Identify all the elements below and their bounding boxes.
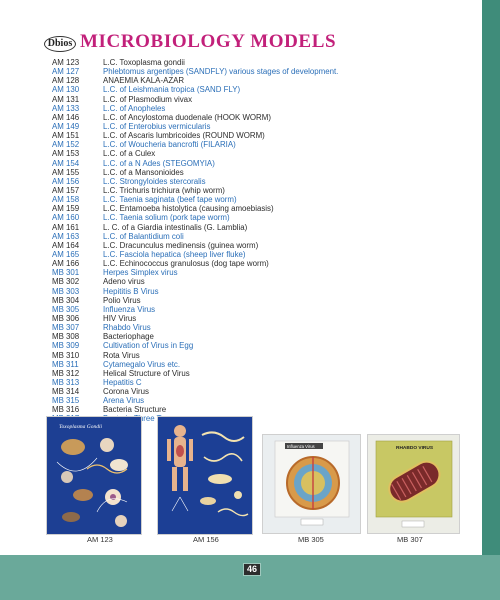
list-item [52, 213, 472, 222]
list-item [52, 259, 472, 268]
item-code: MB 305 [52, 304, 80, 314]
photo-am123-label: Toxoplasma Gondii [59, 424, 103, 430]
item-description: L.C. of Anopheles [103, 103, 166, 113]
photo-mb307-label: RHABDO VIRUS [396, 446, 434, 451]
photo-mb307 [367, 434, 460, 534]
item-code: MB 315 [52, 396, 80, 406]
item-description: Bacteria Structure [103, 405, 167, 415]
photo-mb305 [262, 434, 361, 534]
item-code: MB 309 [52, 341, 80, 351]
item-code: AM 127 [52, 67, 80, 77]
item-code: AM 133 [52, 103, 80, 113]
list-item [52, 204, 472, 213]
page-title: MICROBIOLOGY MODELS [80, 31, 337, 52]
item-description: Corona Virus [103, 387, 149, 397]
item-description: Cytamegalo Virus etc. [103, 359, 181, 369]
list-item [52, 149, 472, 158]
item-code: AM 161 [52, 222, 80, 232]
item-description: L.C. Fasciola hepatica (sheep liver fluke) [103, 249, 246, 259]
list-item [52, 250, 472, 259]
item-code: MB 316 [52, 405, 80, 415]
item-description: L.C. Strongyloides stercoralis [103, 176, 206, 186]
item-description: ANAEMIA KALA-AZAR [103, 76, 185, 86]
list-item [52, 177, 472, 186]
item-code: MB 306 [52, 313, 80, 323]
list-item [52, 104, 472, 113]
photo-am123-caption: AM 123 [87, 535, 113, 544]
list-item [52, 113, 472, 122]
list-item [52, 369, 472, 378]
item-code: AM 157 [52, 185, 80, 195]
list-item [52, 186, 472, 195]
influenza-virus-model-image [263, 435, 360, 533]
item-description: L.C. Echinococcus granulosus (dog tape worm) [103, 259, 269, 269]
list-item [52, 287, 472, 296]
item-code: MB 314 [52, 387, 80, 397]
list-item [52, 323, 472, 332]
item-description: Adeno virus [103, 277, 145, 287]
item-code: AM 151 [52, 131, 80, 141]
item-description: Phlebtomus argentipes (SANDFLY) various stages of development. [103, 67, 339, 77]
item-code: AM 130 [52, 85, 80, 95]
list-item [52, 277, 472, 286]
item-description: L.C. Toxoplasma gondii [103, 58, 185, 67]
item-code: MB 313 [52, 377, 80, 387]
list-item [52, 195, 472, 204]
item-description: L. C. of a Giardia intestinalis (G. Lamblia) [103, 222, 248, 232]
item-description: HIV Virus [103, 313, 137, 323]
toxoplasma-model-image [47, 417, 141, 534]
item-code: AM 164 [52, 240, 80, 250]
item-description: L.C. Dracunculus medinensis (guinea worm) [103, 240, 259, 250]
item-code: AM 131 [52, 94, 80, 104]
item-code: AM 154 [52, 158, 80, 168]
item-code: AM 146 [52, 112, 80, 122]
item-description: Hepatitis C [103, 377, 142, 387]
item-code: AM 123 [52, 58, 80, 67]
item-code: AM 159 [52, 204, 80, 214]
product-list [52, 58, 472, 424]
item-description: L.C. of Enterobius vermicularis [103, 121, 211, 131]
list-item [52, 405, 472, 414]
item-code: AM 166 [52, 259, 80, 269]
item-code: MB 310 [52, 350, 80, 360]
item-code: AM 149 [52, 121, 80, 131]
item-description: L.C. of a Culex [103, 149, 156, 159]
list-item [52, 131, 472, 140]
item-description: Hepititis B Virus [103, 286, 159, 296]
list-item [52, 159, 472, 168]
item-code: AM 165 [52, 249, 80, 259]
item-code: AM 155 [52, 167, 80, 177]
list-item [52, 387, 472, 396]
list-item [52, 378, 472, 387]
list-item [52, 241, 472, 250]
item-description: L.C. Trichuris trichiura (whip worm) [103, 185, 225, 195]
item-code: AM 152 [52, 140, 80, 150]
list-item [52, 95, 472, 104]
list-item [52, 122, 472, 131]
footer-band [0, 555, 500, 600]
item-code: AM 158 [52, 195, 80, 205]
item-description: Polio Virus [103, 295, 141, 305]
item-description: Rota Virus [103, 350, 140, 360]
list-item [52, 396, 472, 405]
right-decor-band [482, 0, 500, 600]
item-description: Arena Virus [103, 396, 145, 406]
rhabdo-virus-model-image [368, 435, 459, 533]
item-description: Cultivation of Virus in Egg [103, 341, 194, 351]
item-code: MB 307 [52, 323, 80, 333]
photo-am123 [46, 416, 142, 535]
photo-mb305-caption: MB 305 [298, 535, 324, 544]
photo-am156 [157, 416, 253, 535]
item-description: Bacteriophage [103, 332, 154, 342]
list-item [52, 360, 472, 369]
item-description: L.C. of Leishmania tropica (SAND FLY) [103, 85, 241, 95]
item-code: AM 156 [52, 176, 80, 186]
item-description: L.C. of a Mansonioides [103, 167, 184, 177]
item-code: AM 160 [52, 213, 80, 223]
list-item [52, 296, 472, 305]
list-item [52, 341, 472, 350]
item-code: MB 308 [52, 332, 80, 342]
page-number: 46 [243, 563, 261, 576]
item-code: MB 311 [52, 359, 79, 369]
list-item [52, 351, 472, 360]
item-description: L.C. of Plasmodium vivax [103, 94, 193, 104]
list-item [52, 268, 472, 277]
photo-am156-caption: AM 156 [193, 535, 219, 544]
list-item [52, 168, 472, 177]
list-item [52, 223, 472, 232]
item-description: L.C. Taenia solium (pork tape worm) [103, 213, 230, 223]
list-item [52, 85, 472, 94]
item-code: MB 304 [52, 295, 80, 305]
strongyloides-model-image [158, 417, 252, 534]
list-item [52, 314, 472, 323]
item-description: Helical Structure of Virus [103, 368, 190, 378]
list-item [52, 140, 472, 149]
item-description: L.C. Taenia saginata (beef tape worm) [103, 195, 237, 205]
item-code: AM 153 [52, 149, 80, 159]
photo-mb305-label: Influenza Virus [287, 444, 315, 449]
item-description: L.C. of Ancylostoma duodenale (HOOK WORM) [103, 112, 271, 122]
list-item [52, 305, 472, 314]
item-description: Three [133, 414, 155, 424]
item-code: MB 301 [52, 268, 80, 278]
item-description: L.C. of Woucheria bancrofti (FILARIA) [103, 140, 236, 150]
item-description: Rhabdo Virus [103, 323, 151, 333]
list-item [52, 332, 472, 341]
photo-mb307-caption: MB 307 [397, 535, 423, 544]
item-description: L.C. Entamoeba histolytica (causing amoebiasis) [103, 204, 274, 214]
list-item [52, 67, 472, 76]
list-item [52, 76, 472, 85]
list-item [52, 58, 472, 67]
list-item [52, 232, 472, 241]
item-code: MB 312 [52, 368, 80, 378]
item-description: L.C. of Balantidium coli [103, 231, 184, 241]
item-description: Influenza Virus [103, 304, 156, 314]
item-code: MB 302 [52, 277, 80, 287]
item-description: L.C. of Ascaris lumbricoides (ROUND WORM) [103, 131, 265, 141]
item-code: AM 163 [52, 231, 80, 241]
item-code: AM 128 [52, 76, 80, 86]
item-description: L.C. of a N Ades (STEGOMYIA) [103, 158, 215, 168]
item-description: Herpes Simplex virus [103, 268, 178, 278]
brand-logo: Dbios [44, 36, 76, 52]
item-code: MB 303 [52, 286, 80, 296]
